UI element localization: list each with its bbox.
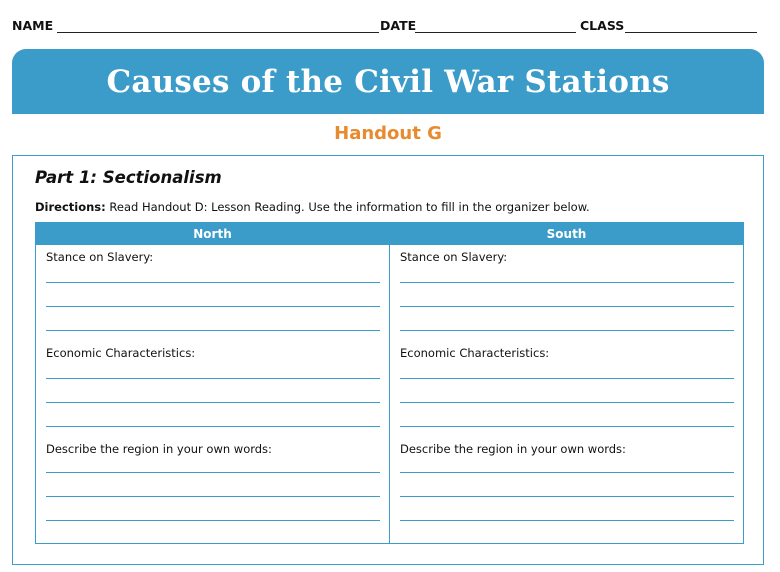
directions-lead: Directions: bbox=[35, 200, 106, 214]
south-economic-line-2[interactable] bbox=[400, 402, 734, 403]
date-field[interactable] bbox=[415, 32, 576, 33]
north-describe-line-1[interactable] bbox=[46, 472, 380, 473]
south-economic-label: Economic Characteristics: bbox=[400, 346, 550, 360]
date-label: DATE bbox=[380, 18, 417, 33]
directions-text: Read Handout D: Lesson Reading. Use the information to fill in the organizer below. bbox=[109, 200, 590, 214]
south-describe-line-1[interactable] bbox=[400, 472, 734, 473]
north-describe-line-3[interactable] bbox=[46, 520, 380, 521]
north-stance-line-1[interactable] bbox=[46, 282, 380, 283]
south-describe-label: Describe the region in your own words: bbox=[400, 442, 626, 456]
handout-subtitle: Handout G bbox=[334, 123, 442, 144]
south-stance-line-3[interactable] bbox=[400, 330, 734, 331]
north-describe-label: Describe the region in your own words: bbox=[46, 442, 272, 456]
directions bbox=[35, 200, 590, 214]
name-field[interactable] bbox=[57, 32, 379, 33]
south-economic-line-1[interactable] bbox=[400, 378, 734, 379]
north-stance-line-3[interactable] bbox=[46, 330, 380, 331]
north-column bbox=[36, 245, 390, 543]
header-fields bbox=[12, 18, 757, 36]
north-describe-line-2[interactable] bbox=[46, 496, 380, 497]
north-economic-line-3[interactable] bbox=[46, 426, 380, 427]
organizer-table bbox=[35, 222, 744, 544]
north-stance-line-2[interactable] bbox=[46, 306, 380, 307]
class-field[interactable] bbox=[625, 32, 757, 33]
title-banner bbox=[12, 49, 764, 114]
south-stance-label: Stance on Slavery: bbox=[400, 250, 508, 264]
south-stance-line-1[interactable] bbox=[400, 282, 734, 283]
name-label: NAME bbox=[12, 18, 54, 33]
south-describe-line-2[interactable] bbox=[400, 496, 734, 497]
class-label: CLASS bbox=[580, 18, 625, 33]
north-header: North bbox=[36, 223, 389, 245]
part-title: Part 1: Sectionalism bbox=[35, 168, 222, 187]
part-panel bbox=[12, 155, 764, 565]
south-column bbox=[390, 245, 744, 543]
south-stance-line-2[interactable] bbox=[400, 306, 734, 307]
north-economic-line-2[interactable] bbox=[46, 402, 380, 403]
north-stance-label: Stance on Slavery: bbox=[46, 250, 154, 264]
south-header: South bbox=[390, 223, 743, 245]
page-title: Causes of the Civil War Stations bbox=[106, 63, 670, 100]
south-economic-line-3[interactable] bbox=[400, 426, 734, 427]
north-economic-label: Economic Characteristics: bbox=[46, 346, 196, 360]
north-economic-line-1[interactable] bbox=[46, 378, 380, 379]
south-describe-line-3[interactable] bbox=[400, 520, 734, 521]
